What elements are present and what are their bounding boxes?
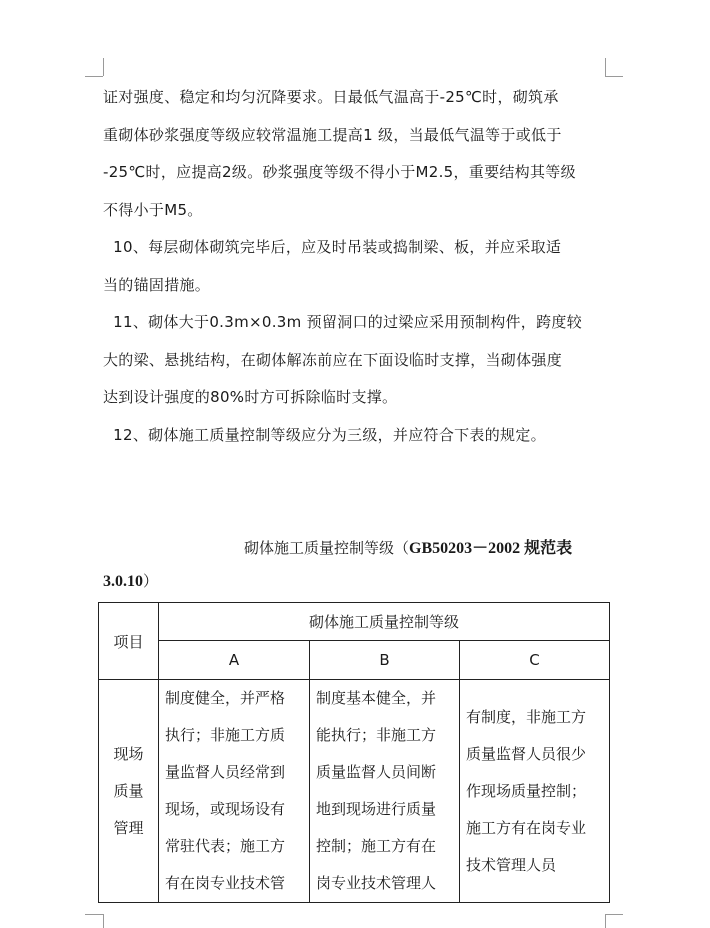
caption-number: 3.0.10 <box>103 573 143 590</box>
crop-mark-top-left-v <box>103 58 104 76</box>
header-grade-group: 砌体施工质量控制等级 <box>159 603 610 641</box>
header-item: 项目 <box>99 603 159 680</box>
paragraph-item-10 <box>103 229 608 304</box>
caption-close: ） <box>143 572 159 590</box>
header-grade-a: A <box>159 641 310 680</box>
crop-mark-top-left-h <box>85 76 103 77</box>
text-line: 11、砌体大于0.3m×0.3m 预留洞口的过梁应采用预制构件，跨度较 <box>103 313 582 331</box>
table-caption <box>244 535 572 558</box>
crop-mark-bottom-left-v <box>103 914 104 928</box>
table-row <box>99 680 610 903</box>
header-grade-b: B <box>310 641 460 680</box>
paragraph-continued <box>103 79 608 229</box>
crop-mark-top-right-v <box>605 58 606 76</box>
crop-mark-bottom-right-h <box>605 914 623 915</box>
paragraph-item-12 <box>103 417 608 455</box>
cell-grade-a: 制度健全，并严格 执行；非施工方质 量监督人员经常到 现场，或现场设有 常驻代表；施工方 有在岗专业技术管 <box>165 689 286 892</box>
text-line: 当的锚固措施。 <box>103 275 211 294</box>
text-line: 达到设计强度的80%时方可拆除临时支撑。 <box>103 388 398 407</box>
text-line: 不得小于M5。 <box>103 200 203 219</box>
quality-grade-table <box>98 602 610 903</box>
text-line: -25℃时，应提高2级。砂浆强度等级不得小于M2.5，重要结构其等级 <box>103 163 576 182</box>
text-line: 大的梁、悬挑结构，在砌体解冻前应在下面设临时支撑，当砌体强度 <box>103 350 563 369</box>
cell-grade-b: 制度基本健全，并 能执行；非施工方 质量监督人员间断 地到现场进行质量 控制；施工方有在 岗专业技术管理人 <box>316 689 437 892</box>
cell-grade-c: 有制度，非施工方 质量监督人员很少 作现场质量控制； 施工方有在岗专业 技术管理人员 <box>466 707 587 874</box>
caption-text: 砌体施工质量控制等级（ <box>244 539 410 557</box>
paragraph-item-11 <box>103 304 608 417</box>
caption-code: GB50203－2002 规范表 <box>409 540 573 557</box>
crop-mark-top-right-h <box>605 76 623 77</box>
header-grade-c: C <box>460 641 610 680</box>
table-caption-continued <box>103 570 158 591</box>
text-line: 证对强度、稳定和均匀沉降要求。日最低气温高于-25℃时，砌筑承 <box>103 88 559 106</box>
crop-mark-bottom-right-v <box>605 914 606 928</box>
crop-mark-bottom-left-h <box>85 914 103 915</box>
text-line: 重砌体砂浆强度等级应较常温施工提高1 级，当最低气温等于或低于 <box>103 125 562 144</box>
row-label: 现场 质量 管理 <box>113 744 144 837</box>
text-line: 12、砌体施工质量控制等级应分为三级，并应符合下表的规定。 <box>103 426 546 444</box>
text-line: 10、每层砌体砌筑完毕后，应及时吊装或捣制梁、板，并应采取适 <box>103 238 562 256</box>
